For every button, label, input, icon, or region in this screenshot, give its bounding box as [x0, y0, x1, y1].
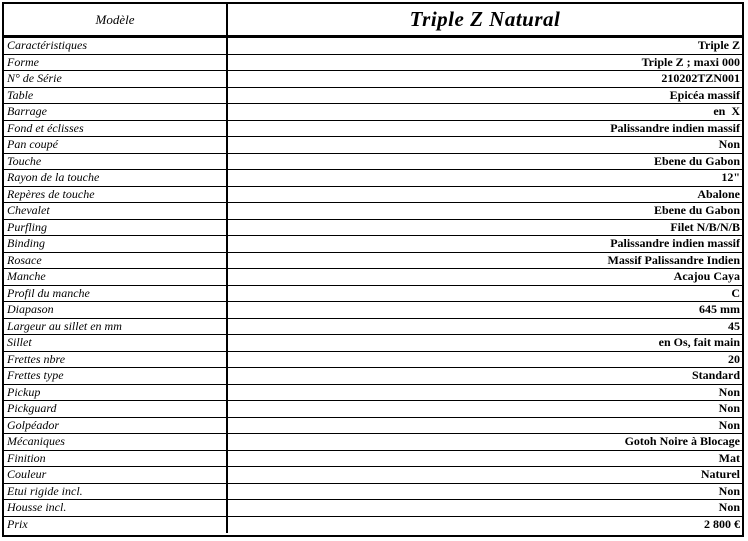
- spec-value: 210202TZN001: [661, 71, 740, 85]
- spec-value: 20: [728, 351, 740, 366]
- model-title: Triple Z Natural: [409, 7, 561, 31]
- spec-value: Non: [718, 401, 740, 415]
- spec-row: [4, 154, 742, 171]
- spec-row: [4, 434, 742, 451]
- spec-label: Mécaniques: [4, 434, 228, 450]
- spec-label: Finition: [4, 451, 228, 467]
- spec-value: Palissandre indien massif: [610, 236, 740, 250]
- spec-value: Standard: [691, 368, 740, 382]
- spec-row: [4, 121, 742, 138]
- spec-label: Fond et éclisses: [4, 121, 228, 137]
- spec-row: [4, 170, 742, 187]
- spec-label: Housse incl.: [4, 500, 228, 516]
- spec-row: [4, 302, 742, 319]
- spec-value: Naturel: [700, 467, 740, 481]
- spec-value: Abalone: [697, 186, 740, 201]
- spec-label: Frettes nbre: [4, 352, 228, 368]
- spec-value: Massif Palissandre Indien: [607, 252, 740, 267]
- spec-rows: [4, 38, 742, 533]
- spec-value: en X: [713, 104, 740, 118]
- spec-value: Non: [718, 384, 740, 399]
- spec-value: C: [731, 285, 740, 300]
- spec-row: [4, 500, 742, 517]
- spec-label: Pickup: [4, 385, 228, 401]
- spec-label: N° de Série: [4, 71, 228, 87]
- spec-label: Largeur au sillet en mm: [4, 319, 228, 335]
- spec-value: 645 mm: [699, 302, 740, 316]
- spec-value: Filet N/B/N/B: [670, 219, 740, 234]
- spec-label: Touche: [4, 154, 228, 170]
- spec-value: Ebene du Gabon: [653, 203, 740, 217]
- spec-label: Purfling: [4, 220, 228, 236]
- spec-value: Non: [718, 417, 740, 432]
- spec-value: 12": [721, 170, 740, 184]
- spec-row: [4, 137, 742, 154]
- spec-row: [4, 385, 742, 402]
- spec-row: [4, 352, 742, 369]
- spec-row: [4, 104, 742, 121]
- spec-value: Non: [718, 500, 740, 514]
- spec-value: Non: [718, 483, 740, 498]
- spec-label: Chevalet: [4, 203, 228, 219]
- spec-row: [4, 335, 742, 352]
- spec-row: [4, 286, 742, 303]
- spec-label: Caractéristiques: [4, 38, 228, 54]
- spec-row: [4, 236, 742, 253]
- spec-label: Frettes type: [4, 368, 228, 384]
- spec-row: [4, 88, 742, 105]
- spec-value: 45: [728, 318, 740, 333]
- spec-label: Forme: [4, 55, 228, 71]
- spec-label: Profil du manche: [4, 286, 228, 302]
- spec-label: Couleur: [4, 467, 228, 483]
- spec-row: [4, 253, 742, 270]
- spec-row: [4, 220, 742, 237]
- spec-row: [4, 401, 742, 418]
- spec-label: Manche: [4, 269, 228, 285]
- spec-row: [4, 203, 742, 220]
- spec-row: [4, 269, 742, 286]
- spec-label: Prix: [4, 517, 228, 534]
- spec-label: Repères de touche: [4, 187, 228, 203]
- spec-label: Sillet: [4, 335, 228, 351]
- spec-row: [4, 484, 742, 501]
- spec-row: [4, 55, 742, 72]
- spec-row: [4, 187, 742, 204]
- spec-row: [4, 71, 742, 88]
- spec-value: 2 800 €: [704, 516, 740, 531]
- spec-label: Golpéador: [4, 418, 228, 434]
- spec-label: Pickguard: [4, 401, 228, 417]
- spec-row: [4, 38, 742, 55]
- spec-label: Rayon de la touche: [4, 170, 228, 186]
- spec-label: Etui rigide incl.: [4, 484, 228, 500]
- spec-value: Gotoh Noire à Blocage: [624, 434, 740, 448]
- spec-label: Rosace: [4, 253, 228, 269]
- spec-label: Table: [4, 88, 228, 104]
- spec-value: Triple Z ; maxi 000: [641, 54, 740, 69]
- spec-label: Barrage: [4, 104, 228, 120]
- spec-row: [4, 451, 742, 468]
- spec-value: Ebene du Gabon: [653, 153, 740, 168]
- spec-row: [4, 517, 742, 534]
- spec-value: Palissandre indien massif: [610, 120, 740, 135]
- spec-value: Non: [718, 137, 740, 151]
- spec-value: Acajou Caya: [673, 269, 740, 283]
- model-heading: Modèle: [4, 4, 228, 35]
- spec-label: Binding: [4, 236, 228, 252]
- spec-value: Triple Z: [697, 38, 740, 52]
- spec-label: Pan coupé: [4, 137, 228, 153]
- spec-label: Diapason: [4, 302, 228, 318]
- spec-row: [4, 467, 742, 484]
- spec-header: [4, 4, 742, 38]
- spec-row: [4, 418, 742, 435]
- spec-value: en Os, fait main: [658, 335, 740, 349]
- spec-value: Epicéa massif: [669, 87, 740, 102]
- spec-value: Mat: [718, 450, 740, 465]
- spec-row: [4, 319, 742, 336]
- spec-row: [4, 368, 742, 385]
- spec-sheet: [2, 2, 744, 537]
